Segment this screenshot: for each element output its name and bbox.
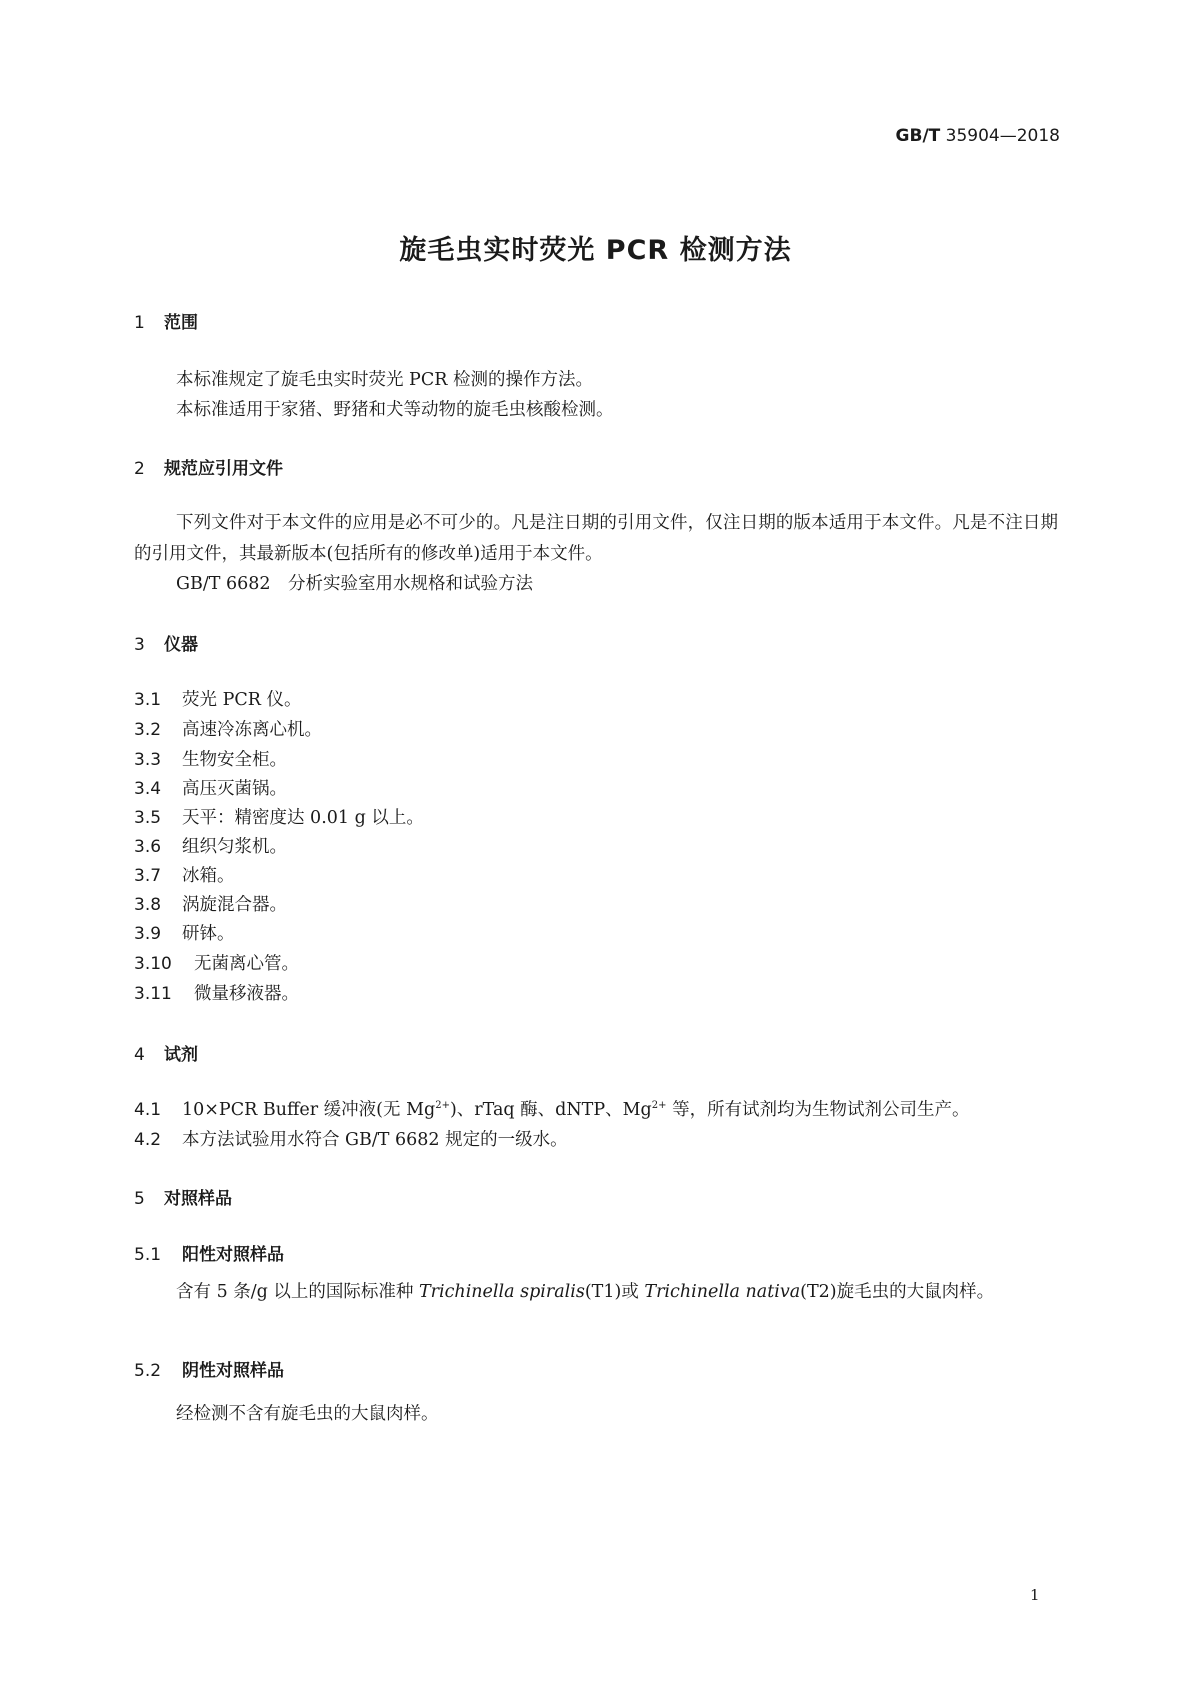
section-2-paragraph: 下列文件对于本文件的应用是必不可少的。凡是注日期的引用文件，仅注日期的版本适用于本文件。凡是不注日期的引用文件，其最新版本(包括所有的修改单)适用于本文件。 [134,513,1058,564]
list-item: 3.2 高速冷冻离心机。 [134,720,322,740]
section-5-2-heading: 5.2 阴性对照样品 [134,1361,284,1381]
list-item: 3.6 组织匀浆机。 [134,837,287,857]
document-title: 旋毛虫实时荧光 PCR 检测方法 [399,235,792,266]
standard-number: GB/T 35904—2018 [895,126,1060,146]
list-item: 3.3 生物安全柜。 [134,750,287,770]
section-1-heading: 1 范围 [134,313,198,333]
list-item: 3.8 涡旋混合器。 [134,895,287,915]
list-item: 3.10 无菌离心管。 [134,954,299,974]
section-1-paragraph-1: 本标准规定了旋毛虫实时荧光 PCR 检测的操作方法。 [176,370,593,390]
list-item: 3.4 高压灭菌锅。 [134,779,287,799]
section-5-2-paragraph: 经检测不含有旋毛虫的大鼠肉样。 [176,1404,439,1424]
section-3-heading: 3 仪器 [134,635,198,655]
section-1-paragraph-2: 本标准适用于家猪、野猪和犬等动物的旋毛虫核酸检测。 [176,400,614,420]
section-4-heading: 4 试剂 [134,1045,198,1065]
section-5-1-paragraph: 含有 5 条/g 以上的国际标准种 Trichinella spiralis(T1)或 Trichinella nativa(T2)旋毛虫的大鼠肉样。 [176,1282,995,1302]
list-item: 3.1 荧光 PCR 仪。 [134,690,302,710]
list-item: 3.7 冰箱。 [134,866,235,886]
reagent-item: 4.2 本方法试验用水符合 GB/T 6682 规定的一级水。 [134,1130,568,1150]
list-item: 3.5 天平：精密度达 0.01 g 以上。 [134,808,424,828]
list-item: 3.9 研钵。 [134,924,235,944]
list-item: 3.11 微量移液器。 [134,984,299,1004]
page-number: 1 [1030,1586,1040,1604]
section-5-1-heading: 5.1 阳性对照样品 [134,1245,284,1265]
reagent-item: 4.1 10×PCR Buffer 缓冲液(无 $Mg^{2+}$)、rTaq 酶、dNTP、$Mg^{2+}$ 等，所有试剂均为生物试剂公司生产。 [134,1100,970,1120]
section-5-heading: 5 对照样品 [134,1189,232,1209]
section-2-heading: 2 规范应引用文件 [134,459,283,479]
normative-reference: GB/T 6682 分析实验室用水规格和试验方法 [176,574,534,594]
